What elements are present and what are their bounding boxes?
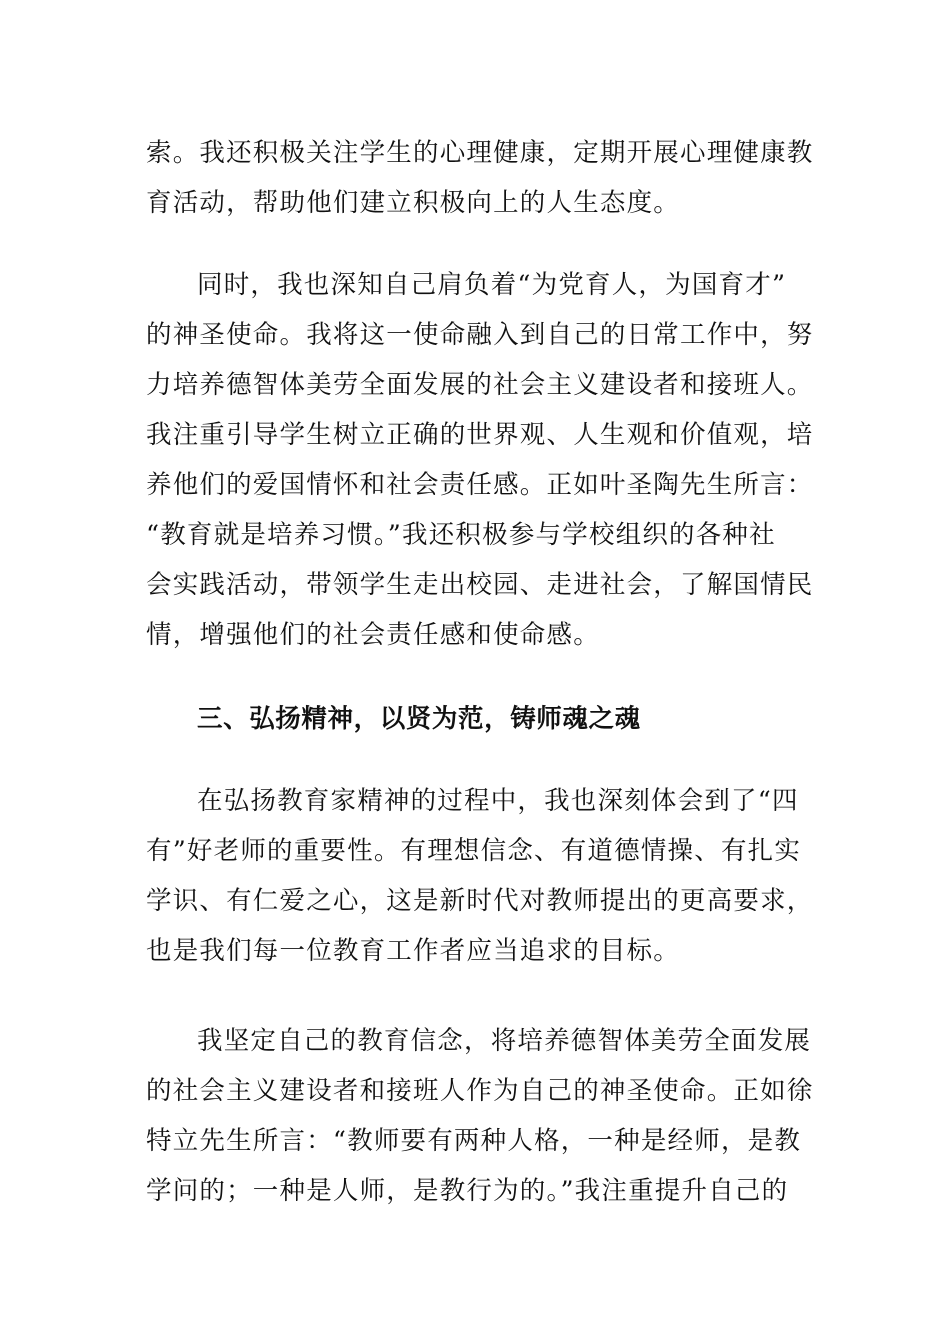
paragraph-3-line-3: 学识、有仁爱之心，这是新时代对教师提出的更高要求， bbox=[146, 886, 814, 916]
paragraph-1-line-2: 育活动，帮助他们建立积极向上的人生态度。 bbox=[146, 188, 681, 218]
paragraph-2-line-5: 养他们的爱国情怀和社会责任感。正如叶圣陶先生所言： bbox=[146, 470, 814, 500]
paragraph-1-line-1: 索。我还积极关注学生的心理健康，定期开展心理健康教 bbox=[146, 138, 814, 168]
paragraph-4-line-4: 学问的；一种是人师，是教行为的。”我注重提升自己的 bbox=[146, 1176, 789, 1206]
paragraph-4-line-3: 特立先生所言：“教师要有两种人格，一种是经师，是教 bbox=[146, 1126, 802, 1156]
paragraph-2-line-2: 的神圣使命。我将这一使命融入到自己的日常工作中，努 bbox=[146, 320, 814, 350]
paragraph-2-line-6: “教育就是培养习惯。”我还积极参与学校组织的各种社 bbox=[146, 520, 776, 550]
paragraph-2-line-7: 会实践活动，带领学生走出校园、走进社会，了解国情民 bbox=[146, 570, 814, 600]
paragraph-2-line-4: 我注重引导学生树立正确的世界观、人生观和价值观，培 bbox=[146, 420, 814, 450]
paragraph-3-line-2: 有”好老师的重要性。有理想信念、有道德情操、有扎实 bbox=[146, 836, 802, 866]
section-heading: 三、弘扬精神，以贤为范，铸师魂之魂 bbox=[197, 704, 641, 734]
paragraph-2-line-3: 力培养德智体美劳全面发展的社会主义建设者和接班人。 bbox=[146, 370, 814, 400]
paragraph-3-line-4: 也是我们每一位教育工作者应当追求的目标。 bbox=[146, 936, 681, 966]
paragraph-2-line-1: 同时，我也深知自己肩负着“为党育人，为国育才” bbox=[197, 270, 787, 300]
paragraph-2-line-8: 情，增强他们的社会责任感和使命感。 bbox=[146, 620, 600, 650]
paragraph-4-line-1: 我坚定自己的教育信念，将培养德智体美劳全面发展 bbox=[197, 1026, 812, 1056]
paragraph-3-line-1: 在弘扬教育家精神的过程中，我也深刻体会到了“四 bbox=[197, 786, 799, 816]
paragraph-4-line-2: 的社会主义建设者和接班人作为自己的神圣使命。正如徐 bbox=[146, 1076, 814, 1106]
